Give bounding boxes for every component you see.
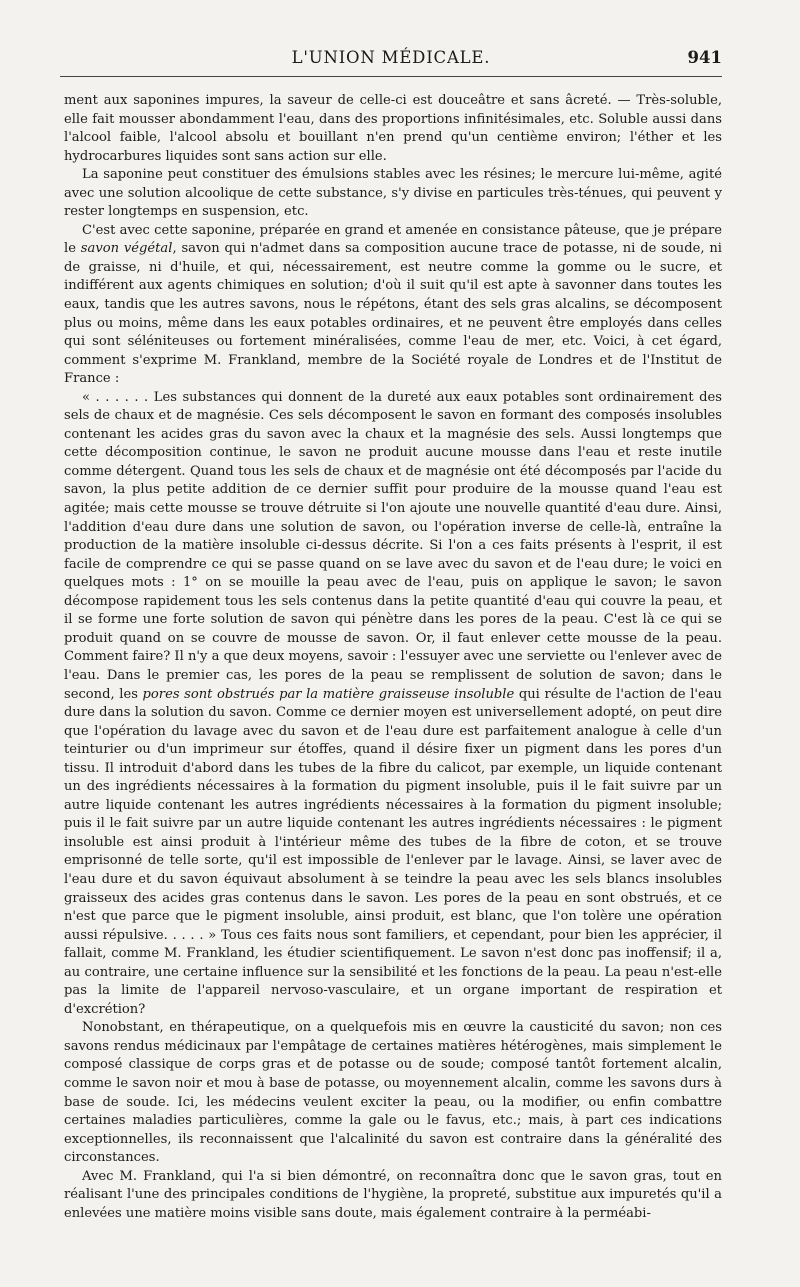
- paragraph: [64, 1019, 722, 1167]
- italic-text: pores sont obstrués par la matière graisseuse insoluble: [142, 686, 515, 702]
- page-header: [60, 48, 722, 77]
- paragraph: [64, 92, 722, 166]
- text-run: C'est avec cette saponine, préparée en grand et amenée en consistance pâteuse, que je prépare le: [64, 222, 722, 257]
- paragraph: [64, 222, 722, 389]
- text-run: La saponine peut constituer des émulsions stables avec les résines; le mercure lui-même, agité avec une solution alcoolique de cette substance, s'y divise en particules très-ténues, qui peuvent y rester longtemps en suspension, etc.: [64, 167, 722, 220]
- text-run: ment aux saponines impures, la saveur de celle-ci est douceâtre et sans âcreté. — Très-soluble, elle fait mousser abondamment l'eau, dans des proportions infinitésimales, etc. Soluble aussi dans l'alcool faible, l'alcool absolu et bouillant n'en prend qu'un centième environ; l'éther et les hydrocarbures liquides sont sans action sur elle.: [64, 93, 722, 164]
- text-run: « . . . . . . Les substances qui donnent de la dureté aux eaux potables sont ordinairement des sels de chaux et de magnésie. Ces sels décomposent le savon en formant des composés insolubles contenant les acides gras du savon avec la chaux et la magnésie des sels. Aussi longtemps que cette décomposition continue, le savon ne produit aucune mousse dans l'eau et reste inutile comme détergent. Quand tous les sels de chaux et de magnésie ont été décomposés par l'acide du savon, la plus petite addition de ce dernier suffit pour produire de la mousse quand l'eau est agitée; mais cette mousse se trouve détruite si l'on ajoute une nouvelle quantité d'eau dure. Ainsi, l'addition d'eau dure dans une solution de savon, ou l'opération inverse de celle-là, entraîne la production de la matière insoluble ci-dessus décrite. Si l'on a ces faits présents à l'esprit, il est facile de comprendre ce qui se passe quand on se lave avec du savon et de l'eau dure; le voici en quelques mots : 1° on se mouille la peau avec de l'eau, puis on applique le savon; le savon décompose rapidement tous les sels contenus dans la petite quantité d'eau qui couvre la peau, et il se forme une forte solution de savon qui pénètre dans les pores de la peau. C'est là ce qui se produit quand on se couvre de mousse de savon. Or, il faut enlever cette mousse de la peau. Comment faire? Il n'y a que deux moyens, savoir : l'essuyer avec une serviette ou l'enlever avec de l'eau. Dans le premier cas, les pores de la peau se remplissent de solution de savon; dans le second, les: [64, 389, 722, 702]
- page-number: 941: [687, 48, 722, 67]
- body-text: [64, 92, 722, 1223]
- paragraph: [64, 1168, 722, 1224]
- running-title: L'UNION MÉDICALE.: [291, 48, 491, 67]
- text-run: Avec M. Frankland, qui l'a si bien démontré, on reconnaîtra donc que le savon gras, tout en réalisant l'une des principales conditions de l'hygiène, la propreté, substitue aux impuretés qu'il a enlevées une matière moins visible sans doute, mais également contraire à la perméabi-: [64, 1168, 722, 1221]
- italic-text: savon végétal: [80, 241, 173, 257]
- text-run: qui résulte de l'action de l'eau dure dans la solution du savon. Comme ce dernier moyen est universellement adopté, on peut dire que l'opération du lavage avec du savon et de l'eau dure est parfaitement analogue à celle d'un teinturier ou d'un imprimeur sur étoffes, quand il désire fixer un pigment dans les pores d'un tissu. Il introduit d'abord dans les tubes de la fibre du calicot, par exemple, un liquide contenant un des ingrédients nécessaires à la formation du pigment insoluble, puis il le fait suivre par un autre liquide contenant les autres ingrédients nécessaires à la formation du pigment insoluble; puis il le fait suivre par un autre liquide contenant les autres ingrédients nécessaires : le pigment insoluble est ainsi produit à l'intérieur même des tubes de la fibre de coton, et se trouve emprisonné de telle sorte, qu'il est impossible de l'enlever par le lavage. Ainsi, se laver avec de l'eau dure et du savon équivaut absolument à se teindre la peau avec les sels blancs insolubles graisseux des acides gras contenus dans le savon. Les pores de la peau en sont obstrués, et ce n'est que parce que le pigment insoluble, ainsi produit, est blanc, que l'on tolère une opération aussi répulsive. . . . . » Tous ces faits nous sont familiers, et cependant, pour bien les apprécier, il fallait, comme M. Frankland, les étudier scientifiquement. Le savon n'est donc pas inoffensif; il a, au contraire, une certaine influence sur la sensibilité et les fonctions de la peau. La peau n'est-elle pas la limite de l'appareil nervoso-vasculaire, et un organe important de respiration et d'excrétion?: [64, 686, 722, 1017]
- paragraph: [64, 389, 722, 1020]
- paragraph: [64, 166, 722, 222]
- text-run: , savon qui n'admet dans sa composition aucune trace de potasse, ni de soude, ni de graisse, ni d'huile, et qui, nécessairement, est neutre comme la gomme ou le sucre, et indifférent aux agents chimiques en solution; d'où il suit qu'il est apte à savonner dans toutes les eaux, tandis que les autres savons, nous le répétons, étant des sels gras alcalins, se décomposent plus ou moins, même dans les eaux potables ordinaires, et ne peuvent être employés dans celles qui sont séléniteuses ou fortement minéralisées, comme l'eau de mer, etc. Voici, à cet égard, comment s'exprime M. Frankland, membre de la Société royale de Londres et de l'Institut de France :: [64, 241, 722, 387]
- text-run: Nonobstant, en thérapeutique, on a quelquefois mis en œuvre la causticité du savon; non ces savons rendus médicinaux par l'empâtage de certaines matières hétérogènes, mais simplement le composé classique de corps gras et de potasse ou de soude; composé tantôt fortement alcalin, comme le savon noir et mou à base de potasse, ou moyennement alcalin, comme les savons durs à base de soude. Ici, les médecins veulent exciter la peau, ou la modifier, ou enfin combattre certaines maladies particulières, comme la gale ou le favus, etc.; mais, à part ces indications exceptionnelles, ils reconnaissent que l'alcalinité du savon est contraire dans la généralité des circonstances.: [64, 1020, 722, 1166]
